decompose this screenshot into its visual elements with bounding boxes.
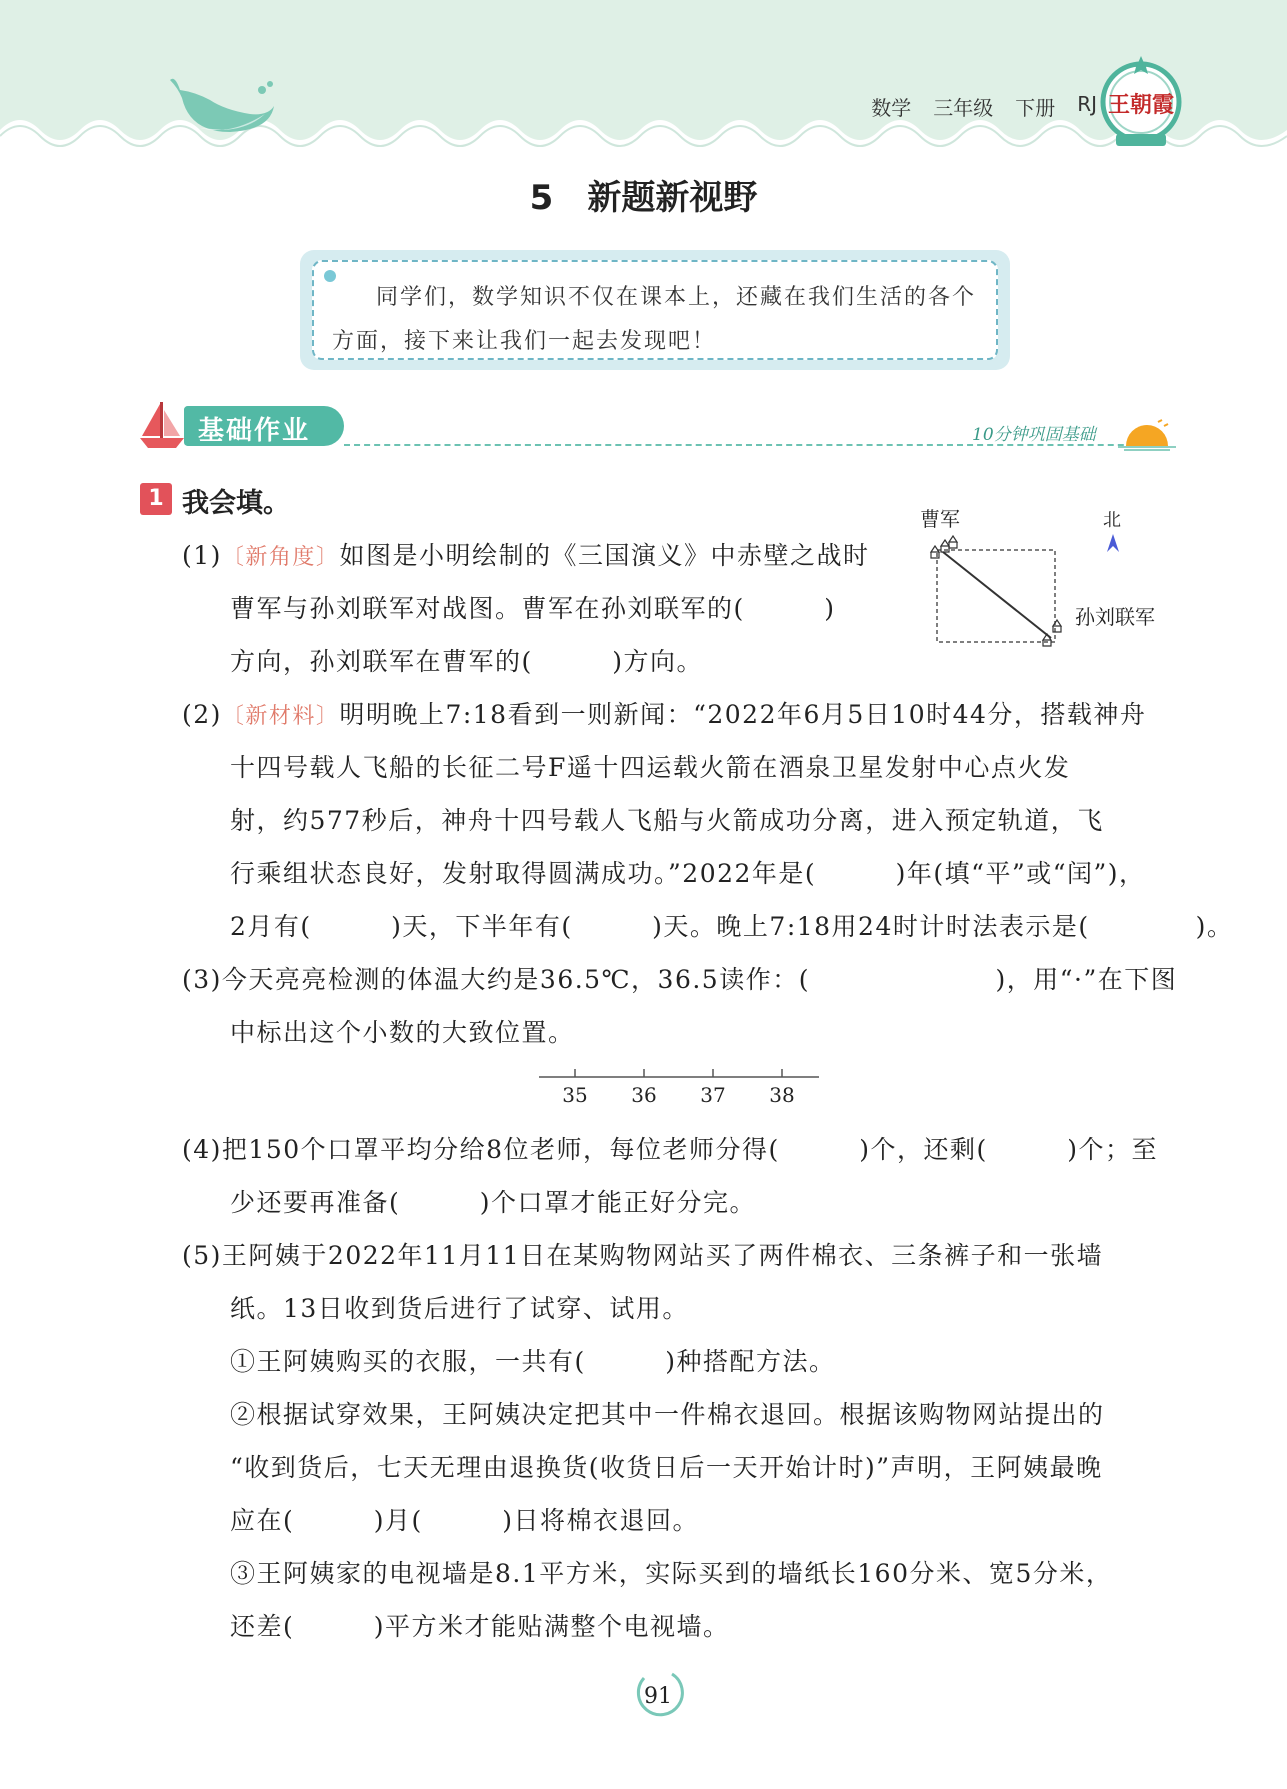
q4-line-2: 少还要再准备( )个口罩才能正好分完。 bbox=[230, 1188, 757, 1217]
q5-part2-line-1: ②根据试穿效果，王阿姨决定把其中一件棉衣退回。根据该购物网站提出的 bbox=[230, 1400, 1105, 1429]
page-number: 91 bbox=[644, 1684, 672, 1709]
tick-label: 38 bbox=[769, 1083, 795, 1107]
q5-part3-line-1: ③王阿姨家的电视墙是8.1平方米，实际买到的墙纸长160分米、宽5分米， bbox=[230, 1559, 1113, 1588]
volume-label: 下册 bbox=[1015, 96, 1056, 120]
subq-number: (2) bbox=[182, 700, 222, 729]
sailboat-icon bbox=[138, 400, 186, 452]
subject-label: 数学 bbox=[871, 96, 912, 120]
section-title: 基础作业 bbox=[198, 416, 311, 446]
q5-part1: ①王阿姨购买的衣服，一共有( )种搭配方法。 bbox=[230, 1347, 836, 1376]
question-title: 我会填。 bbox=[182, 488, 290, 519]
q1-line-3: 方向，孙刘联军在曹军的( )方向。 bbox=[230, 647, 704, 676]
intro-inner bbox=[312, 260, 998, 360]
new-angle-tag: 〔新角度〕 bbox=[221, 545, 340, 570]
q2-line-3: 射，约577秒后，神舟十四号载人飞船与火箭成功分离，进入预定轨道，飞 bbox=[230, 806, 1104, 835]
book-info bbox=[871, 92, 1097, 121]
sunliu-army-label: 孙刘联军 bbox=[1075, 605, 1155, 629]
north-label: 北 bbox=[1103, 510, 1121, 531]
chapter-title: 新题新视野 bbox=[587, 178, 758, 218]
intro-box bbox=[300, 250, 1010, 370]
subq-number: (1) bbox=[182, 541, 222, 570]
new-material-tag: 〔新材料〕 bbox=[221, 704, 340, 729]
cao-camp-icon bbox=[931, 536, 957, 558]
q2-line-4: 行乘组状态良好，发射取得圆满成功。”2022年是( )年(填“平”或“闰”)， bbox=[230, 859, 1146, 888]
section-note: 10分钟巩固基础 bbox=[972, 425, 1096, 445]
tick-label: 36 bbox=[631, 1083, 657, 1107]
q4-line-1: (4)把150个口罩平均分给8位老师，每位老师分得( )个，还剩( )个；至 bbox=[182, 1135, 1159, 1164]
q1-line-2: 曹军与孙刘联军对战图。曹军在孙刘联军的( ) bbox=[230, 594, 836, 623]
intro-text: 同学们，数学知识不仅在课本上，还藏在我们生活的各个方面，接下来让我们一起去发现吧！ bbox=[332, 285, 977, 354]
battle-map-diagram bbox=[915, 508, 1175, 658]
battle-line bbox=[943, 552, 1051, 638]
q2-line-2: 十四号载人飞船的长征二号F遥十四运载火箭在酒泉卫星发射中心点火发 bbox=[230, 753, 1071, 782]
edition-label: RJ bbox=[1077, 92, 1097, 116]
tick-label: 37 bbox=[700, 1083, 726, 1107]
q3-line-1: (3)今天亮亮检测的体温大约是36.5℃，36.5读作：( )，用“·”在下图 bbox=[182, 965, 1178, 994]
tick-label: 35 bbox=[562, 1083, 588, 1107]
grade-label: 三年级 bbox=[933, 96, 994, 120]
subq-text: 如图是小明绘制的《三国演义》中赤壁之战时 bbox=[339, 541, 870, 570]
cao-army-label: 曹军 bbox=[920, 508, 960, 531]
q2-line-1 bbox=[182, 695, 1146, 731]
whale-icon bbox=[170, 70, 280, 140]
q5-line-1: (5)王阿姨于2022年11月11日在某购物网站买了两件棉衣、三条裤子和一张墙 bbox=[182, 1241, 1104, 1270]
page-title bbox=[0, 170, 1287, 219]
brand-name: 王朝霞 bbox=[1107, 92, 1174, 118]
page-number-badge bbox=[620, 1670, 700, 1720]
chapter-number: 5 bbox=[529, 178, 554, 218]
question-number: 1 bbox=[140, 483, 172, 515]
q5-part3-line-2: 还差( )平方米才能贴满整个电视墙。 bbox=[230, 1612, 730, 1641]
q5-line-2: 纸。13日收到货后进行了试穿、试用。 bbox=[230, 1294, 689, 1323]
q3-line-2: 中标出这个小数的大致位置。 bbox=[230, 1018, 575, 1047]
q2-line-5: 2月有( )天，下半年有( )天。晚上7:18用24时计时法表示是( )。 bbox=[230, 912, 1234, 941]
sunset-icon bbox=[1118, 418, 1176, 452]
q5-part2-line-3: 应在( )月( )日将棉衣退回。 bbox=[230, 1506, 700, 1535]
number-line-diagram bbox=[535, 1060, 825, 1120]
subq-text: 明明晚上7:18看到一则新闻：“2022年6月5日10时44分，搭载神舟 bbox=[339, 700, 1147, 729]
q1-line-1 bbox=[182, 536, 869, 572]
q5-part2-line-2: “收到货后，七天无理由退换货(收货日后一天开始计时)”声明，王阿姨最晚 bbox=[230, 1453, 1103, 1482]
north-arrow-icon bbox=[1107, 534, 1119, 552]
